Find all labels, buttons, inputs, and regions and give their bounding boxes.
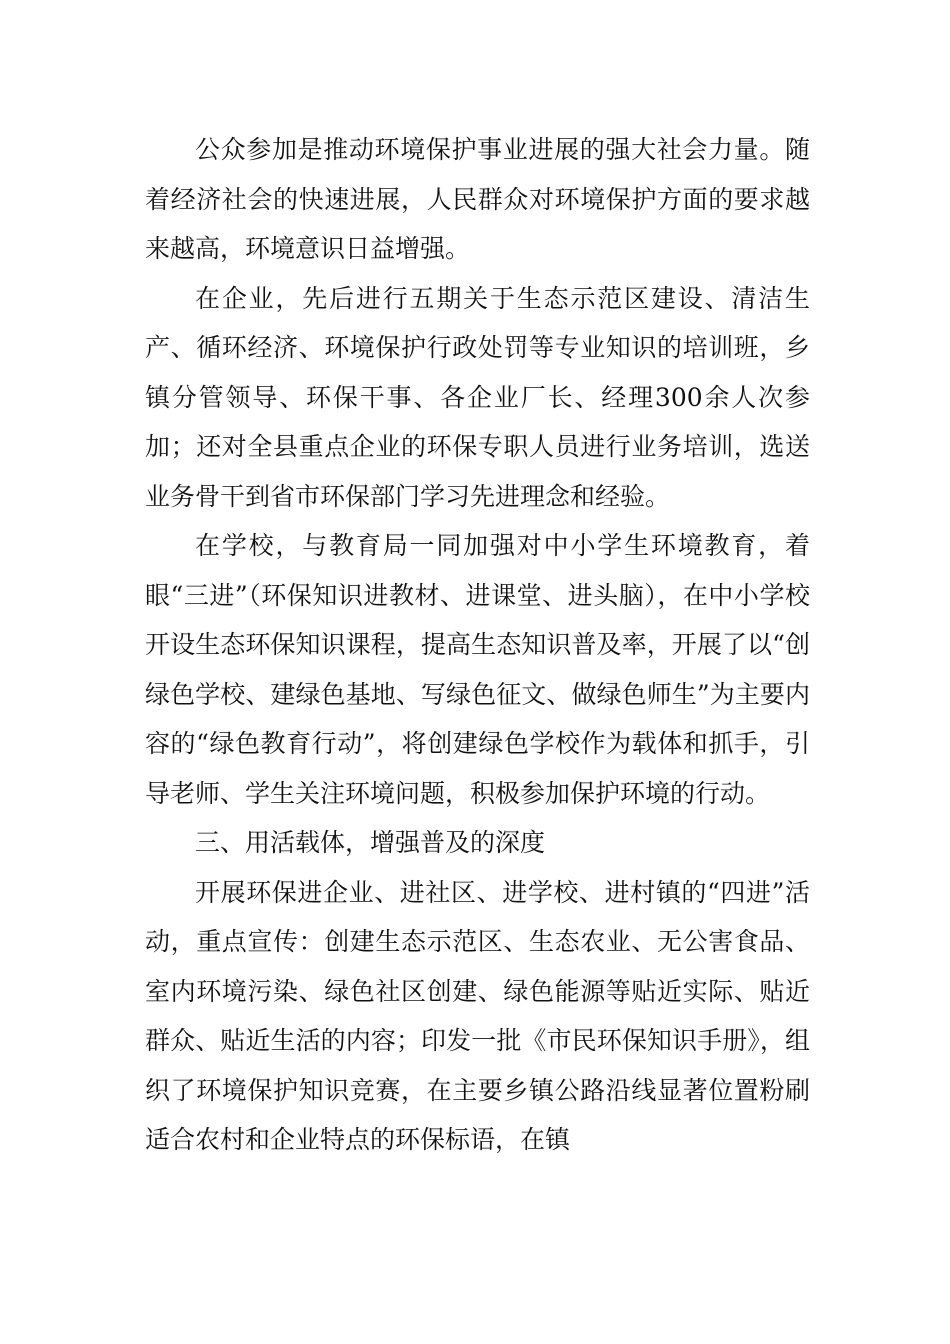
document-body xyxy=(145,125,810,1165)
paragraph-school: 在学校，与教育局一同加强对中小学生环境教育，着眼“三进”（环保知识进教材、进课堂、进头脑），在中小学校开设生态环保知识课程，提高生态知识普及率，开展了以“创绿色学校、建绿色基地、写绿色征文、做绿色师生”为主要内容的“绿色教育行动”，将创建绿色学校作为载体和抓手，引导老师、学生关注环境问题，积极参加保护环境的行动。 xyxy=(145,531,810,808)
paragraph-four-entries: 开展环保进企业、进社区、进学校、进村镇的“四进”活动，重点宣传：创建生态示范区、生态农业、无公害食品、室内环境污染、绿色社区创建、绿色能源等贴近实际、贴近群众、贴近生活的内容；印发一批《市民环保知识手册》，组织了环境保护知识竞赛，在主要乡镇公路沿线显著位置粉刷适合农村和企业特点的环保标语，在镇 xyxy=(145,877,810,1154)
section-heading: 三、用活载体，增强普及的深度 xyxy=(195,828,546,857)
paragraph-public-participation: 公众参加是推动环境保护事业进展的强大社会力量。随着经济社会的快速进展，人民群众对环境保护方面的要求越来越高，环境意识日益增强。 xyxy=(145,135,810,263)
paragraph-enterprise: 在企业，先后进行五期关于生态示范区建设、清洁生产、循环经济、环境保护行政处罚等专业知识的培训班，乡镇分管领导、环保干事、各企业厂长、经理300余人次参加；还对全县重点企业的环保专职人员进行业务培训，选送业务骨干到省市环保部门学习先进理念和经验。 xyxy=(145,283,810,511)
